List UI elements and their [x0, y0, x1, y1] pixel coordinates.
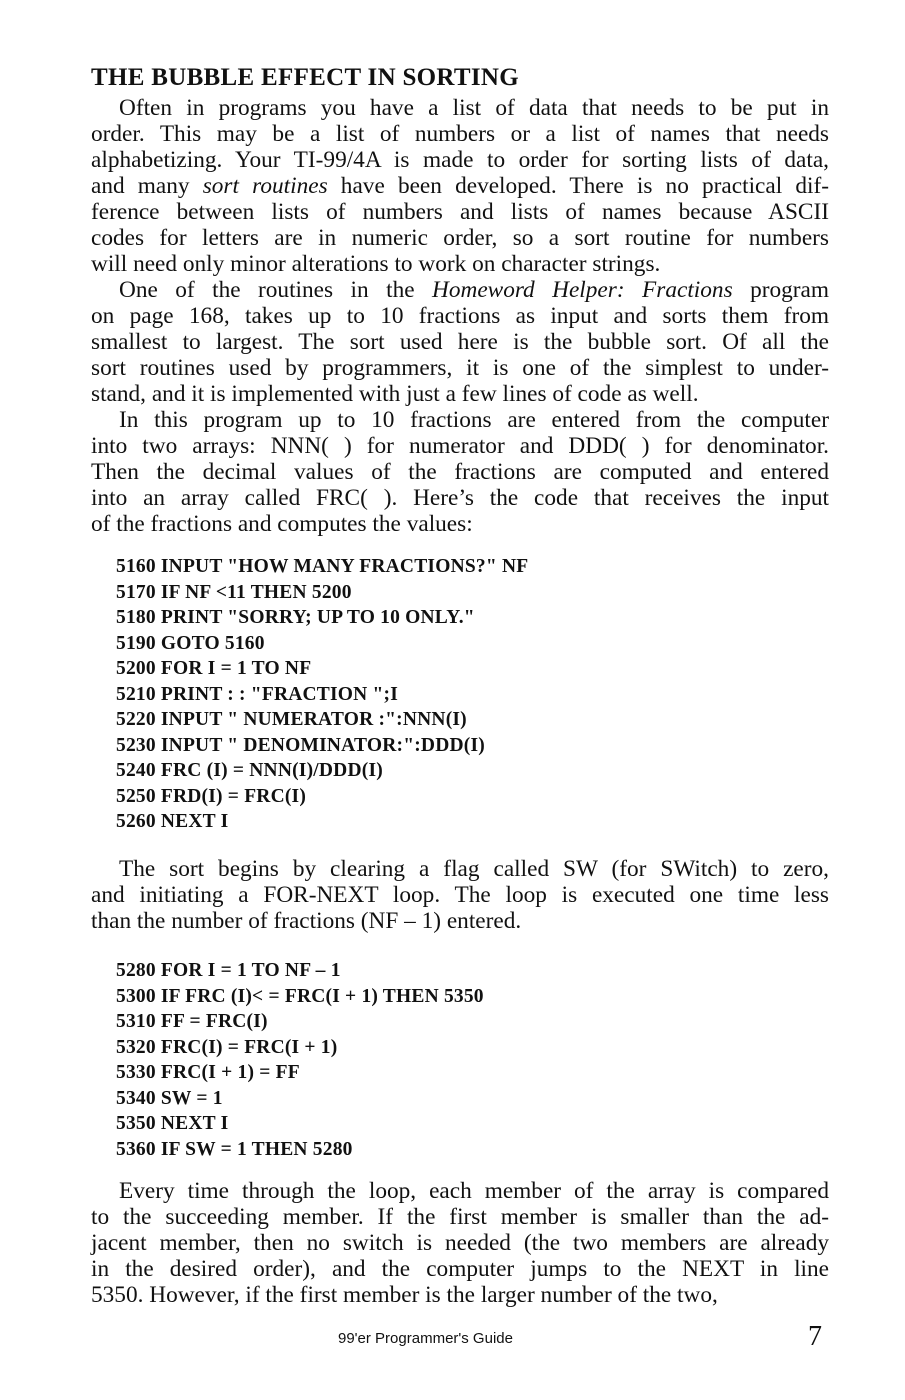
- code-line: 5190 GOTO 5160: [116, 632, 265, 654]
- code-line: 5320 FRC(I) = FRC(I + 1): [116, 1036, 338, 1058]
- code-line: 5310 FF = FRC(I): [116, 1011, 268, 1032]
- text-line: than the number of fractions (NF – 1) entered.: [91, 908, 522, 934]
- emphasis-text: Homeword Helper: Fractions: [432, 277, 733, 303]
- text-line: Then the decimal values of the fractions are computed and entered: [91, 459, 829, 485]
- code-line: 5340 SW = 1: [116, 1087, 223, 1109]
- text-line: In this program up to 10 fractions are entered from the computer: [119, 407, 829, 433]
- code-listing-input: [116, 554, 528, 835]
- code-line: 5240 FRC (I) = NNN(I)/DDD(I): [116, 760, 383, 781]
- paragraph-arrays: [91, 407, 829, 537]
- section-heading: THE BUBBLE EFFECT IN SORTING: [91, 64, 520, 91]
- text-line: will need only minor alterations to work on character strings.: [91, 251, 661, 277]
- paragraph-routine: [91, 277, 829, 407]
- code-line: 5330 FRC(I + 1) = FF: [116, 1062, 300, 1083]
- text-line: into an array called FRC( ). Here’s the code that receives the input: [91, 485, 829, 511]
- footer-book-title: 99'er Programmer's Guide: [338, 1330, 513, 1347]
- code-line: 5160 INPUT "HOW MANY FRACTIONS?" NF: [116, 556, 529, 577]
- text-line: alphabetizing. Your TI-99/4A is made to order for sorting lists of data,: [91, 147, 829, 173]
- code-line: 5170 IF NF <11 THEN 5200: [116, 581, 352, 603]
- text-line: 5350. However, if the first member is the larger number of the two,: [91, 1282, 718, 1308]
- code-line: 5360 IF SW = 1 THEN 5280: [116, 1138, 353, 1160]
- code-line: 5280 FOR I = 1 TO NF – 1: [116, 960, 341, 981]
- code-line: 5300 IF FRC (I)< = FRC(I + 1) THEN 5350: [116, 985, 484, 1007]
- text-line: into two arrays: NNN( ) for numerator and DDD( ) for denominator.: [91, 433, 829, 459]
- text-line: stand, and it is implemented with just a few lines of code as well.: [91, 381, 699, 407]
- text-line: smallest to largest. The sort used here is the bubble sort. Of all the: [91, 329, 829, 355]
- text-line: The sort begins by clearing a flag called SW (for SWitch) to zero,: [119, 856, 829, 882]
- text-line: to the succeeding member. If the first member is smaller than the ad-: [91, 1204, 829, 1230]
- text-line: [91, 277, 829, 303]
- text-line: Often in programs you have a list of data that needs to be put in: [119, 95, 829, 121]
- text-line: sort routines used by programmers, it is one of the simplest to under-: [91, 355, 829, 381]
- text-line: codes for letters are in numeric order, so a sort routine for numbers: [91, 225, 829, 251]
- text-line: Every time through the loop, each member of the array is compared: [119, 1178, 829, 1204]
- text-run: have been developed. There is no practical dif-: [327, 173, 829, 199]
- emphasis-text: sort routines: [202, 173, 328, 199]
- text-line: in the desired order), and the computer jumps to the NEXT in line: [91, 1256, 829, 1282]
- text-line: order. This may be a list of numbers or a list of names that needs: [91, 121, 829, 147]
- text-line: and initiating a FOR-NEXT loop. The loop is executed one time less: [91, 882, 829, 908]
- paragraph-intro: [91, 95, 829, 277]
- text-line: of the fractions and computes the values:: [91, 511, 473, 537]
- code-line: 5180 PRINT "SORRY; UP TO 10 ONLY.": [116, 607, 475, 628]
- paragraph-compare: [91, 1178, 829, 1308]
- text-run: One of the routines in the: [119, 277, 433, 303]
- text-run: and many: [91, 173, 203, 199]
- code-listing-sort: [116, 958, 484, 1162]
- text-line: on page 168, takes up to 10 fractions as input and sorts them from: [91, 303, 829, 329]
- code-line: 5210 PRINT : : "FRACTION ";I: [116, 683, 399, 705]
- code-line: 5350 NEXT I: [116, 1113, 229, 1134]
- text-run: program: [732, 277, 830, 303]
- paragraph-sort-begin: [91, 856, 829, 934]
- page-number: 7: [808, 1321, 822, 1352]
- text-line: [91, 173, 829, 199]
- code-line: 5250 FRD(I) = FRC(I): [116, 785, 307, 807]
- code-line: 5200 FOR I = 1 TO NF: [116, 658, 312, 679]
- code-line: 5220 INPUT " NUMERATOR :":NNN(I): [116, 709, 467, 730]
- code-line: 5230 INPUT " DENOMINATOR:":DDD(I): [116, 734, 485, 756]
- code-line: 5260 NEXT I: [116, 811, 229, 832]
- text-line: ference between lists of numbers and lists of names because ASCII: [91, 199, 829, 225]
- text-line: jacent member, then no switch is needed (the two members are already: [91, 1230, 829, 1256]
